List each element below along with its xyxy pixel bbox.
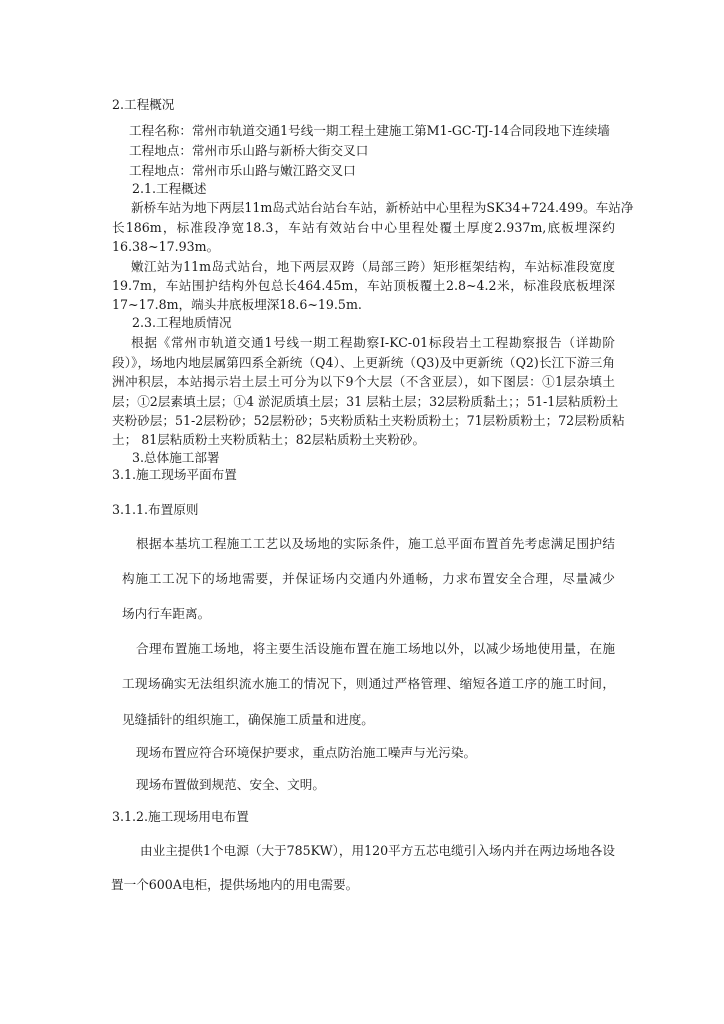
paragraph-xinqiao-line: 新桥车站为地下两层11m岛式站台站台车站，新桥站中心里程为SK34+724.499。车站净 bbox=[131, 200, 634, 215]
heading-3-1-1: 3.1.1.布置原则 bbox=[112, 502, 199, 517]
paragraph-xinqiao-line: 长186m，标准段净宽18.3，车站有效站台中心里程处覆土厚度2.937m,底板埋深约 bbox=[112, 220, 615, 235]
project-name-line: 工程名称：常州市轨道交通1号线一期工程土建施工第M1-GC-TJ-14合同段地下连续墙 bbox=[129, 123, 610, 138]
paragraph-principle-line: 工现场确实无法组织流水施工的情况下，则通过严格管理、缩短各道工序的施工时间， bbox=[122, 676, 615, 691]
subheading-2-3: 2.3.工程地质情况 bbox=[132, 315, 232, 330]
paragraph-principle-line: 见缝插针的组织施工，确保施工质量和进度。 bbox=[122, 712, 374, 727]
paragraph-principle-line: 合理布置施工场地，将主要生活设施布置在施工场地以外，以减少场地使用量，在施 bbox=[136, 641, 615, 656]
section-heading-2: 2.工程概况 bbox=[112, 97, 175, 112]
paragraph-power-line: 由业主提供1个电源（大于785KW），用120平方五芯电缆引入场内并在两边场地各设 bbox=[140, 843, 615, 858]
paragraph-geology-line: 段）》，场地内地层属第四系全新统（Q4）、上更新统（Q3)及中更新统（Q2)长江下游三角 bbox=[112, 355, 615, 370]
paragraph-power-line: 置一个600A电柜，提供场地内的用电需要。 bbox=[111, 877, 359, 892]
paragraph-principle-line: 现场布置做到规范、安全、文明。 bbox=[136, 777, 325, 792]
paragraph-geology-line: 层；①2层素填土层；①4 淤泥质填土层；31 层粘土层；32层粉质黏土；；51-1层粘质粉土 bbox=[112, 394, 619, 409]
project-location-line-1: 工程地点：常州市乐山路与新桥大街交叉口 bbox=[129, 143, 369, 158]
paragraph-nenjiang-line: 19.7m，车站围护结构外包总长464.45m，车站顶板覆土2.8~4.2米，标准段底板埋深 bbox=[112, 278, 615, 293]
heading-3-1-2: 3.1.2.施工现场用电布置 bbox=[112, 809, 249, 824]
paragraph-nenjiang-line: 17~17.8m，端头井底板埋深18.6~19.5m. bbox=[112, 297, 362, 312]
paragraph-principle-line: 根据本基坑工程施工工艺以及场地的实际条件，施工总平面布置首先考虑满足围护结 bbox=[136, 536, 615, 551]
subheading-2-1: 2.1.工程概述 bbox=[132, 181, 207, 196]
heading-3-1: 3.1.施工现场平面布置 bbox=[112, 467, 237, 482]
paragraph-principle-line: 构施工工况下的场地需要，并保证场内交通内外通畅，力求布置安全合理，尽量减少 bbox=[122, 571, 615, 586]
paragraph-xinqiao-line: 16.38~17.93m。 bbox=[112, 239, 220, 254]
heading-3: 3.总体施工部署 bbox=[132, 450, 220, 465]
paragraph-nenjiang-line: 嫩江站为11m岛式站台，地下两层双跨（局部三跨）矩形框架结构，车站标准段宽度 bbox=[131, 259, 615, 274]
paragraph-geology-line: 根据《常州市轨道交通1号线一期工程勘察I-KC-01标段岩土工程勘察报告（详勘阶 bbox=[131, 335, 615, 350]
paragraph-principle-line: 场内行车距离。 bbox=[122, 606, 211, 621]
project-location-line-2: 工程地点：常州市乐山路与嫩江路交叉口 bbox=[129, 163, 356, 178]
paragraph-geology-line: 洲冲积层，本站揭示岩土层土可分为以下9个大层（不含亚层），如下图层：①1层杂填土 bbox=[112, 374, 615, 389]
paragraph-principle-line: 现场布置应符合环境保护要求，重点防治施工噪声与光污染。 bbox=[136, 745, 477, 760]
paragraph-geology-line: 土； 81层粘质粉土夹粉质粘土；82层粘质粉土夹粉砂。 bbox=[112, 432, 426, 447]
paragraph-geology-line: 夹粉砂层；51-2层粉砂；52层粉砂；5夹粉质粘土夹粉质粉土；71层粉质粉土；72层粉质粘 bbox=[112, 413, 625, 428]
